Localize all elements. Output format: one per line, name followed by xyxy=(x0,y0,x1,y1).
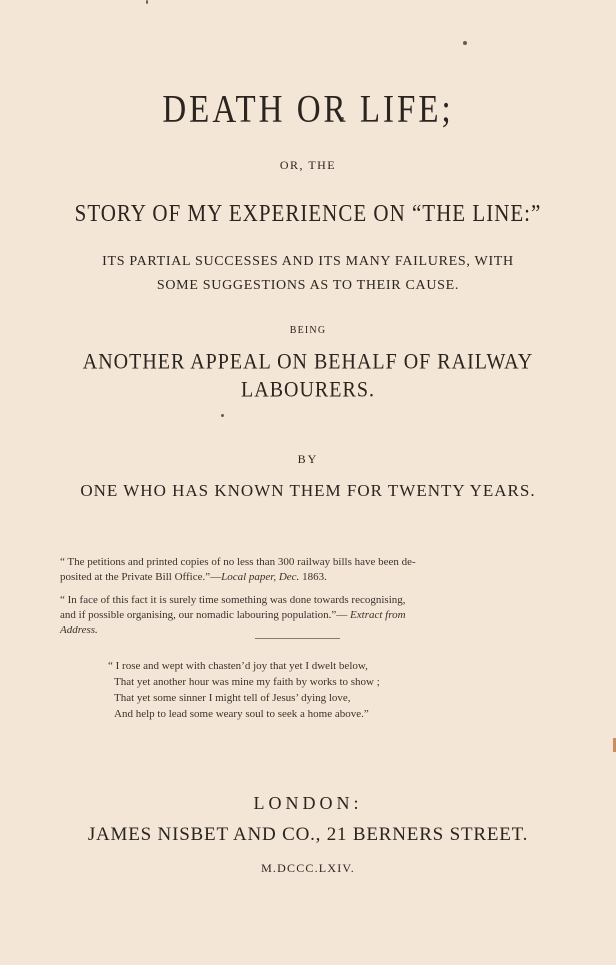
appeal-line-2: LABOURERS. xyxy=(241,377,375,403)
subtitle-line-1: ITS PARTIAL SUCCESSES AND ITS MANY FAILURES, WITH xyxy=(102,254,514,269)
quote-1-year: 1863. xyxy=(299,571,327,583)
book-title: DEATH OR LIFE; xyxy=(162,88,454,132)
poem-line-1: “ I rose and wept with chasten’d joy that yet I dwelt below, xyxy=(108,660,368,672)
paper-speck xyxy=(146,0,148,4)
quote-2-line-2 xyxy=(60,608,540,623)
poem-line-3: That yet some sinner I might tell of Jesus’ dying love, xyxy=(114,692,351,704)
paper-speck xyxy=(221,414,224,417)
subtitle-story: STORY OF MY EXPERIENCE ON “THE LINE:” xyxy=(74,199,542,227)
subtitle-line-2: SOME SUGGESTIONS AS TO THEIR CAUSE. xyxy=(156,278,460,293)
quote-2-line-3 xyxy=(60,623,540,638)
quote-2-line-1: “ In face of this fact it is surely time something was done towards recognising, xyxy=(60,594,406,606)
being-line: BEING xyxy=(289,325,327,336)
author-line: ONE WHO HAS KNOWN THEM FOR TWENTY YEARS. xyxy=(80,481,536,500)
epigraph-quote-2 xyxy=(60,593,540,638)
divider-rule xyxy=(255,638,340,639)
poem-line-2: That yet another hour was mine my faith by works to show ; xyxy=(114,676,380,688)
quote-1-source: Local paper, Dec. xyxy=(221,571,300,583)
quote-2-text: and if possible organising, our nomadic labouring population.”— xyxy=(60,609,351,621)
imprint-city: LONDON: xyxy=(253,793,363,813)
quote-1-text: posited at the Private Bill Office.”— xyxy=(60,571,222,583)
quote-2-source: Extract from xyxy=(350,609,406,621)
poem-line-4: And help to lead some weary soul to seek a home above.” xyxy=(114,708,369,720)
paper-speck xyxy=(463,41,467,45)
appeal-line-1: ANOTHER APPEAL ON BEHALF OF RAILWAY xyxy=(82,349,534,375)
imprint-date: M.DCCC.LXIV. xyxy=(261,861,355,875)
or-the-line: OR, THE xyxy=(279,158,337,172)
quote-2-source-cont: Address. xyxy=(60,624,98,636)
epigraph-quote-1 xyxy=(60,555,540,585)
imprint-publisher: JAMES NISBET AND CO., 21 BERNERS STREET. xyxy=(87,824,529,845)
by-line: BY xyxy=(297,452,319,466)
quote-1-line-2 xyxy=(60,570,540,585)
quote-1-line-1: “ The petitions and printed copies of no less than 300 railway bills have been de- xyxy=(60,556,416,568)
poem-epigraph xyxy=(108,658,508,722)
